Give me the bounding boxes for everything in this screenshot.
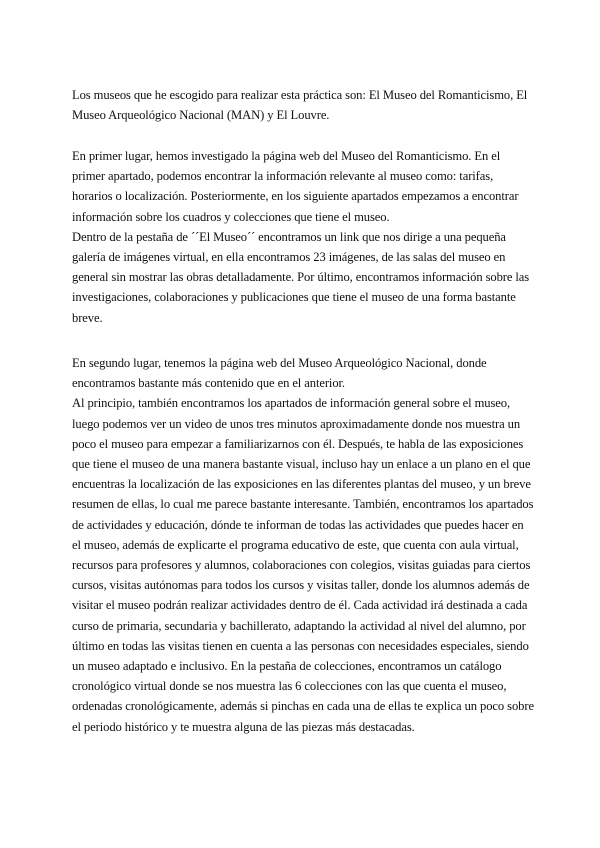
man-paragraph-2: Al principio, también encontramos los apartados de información general sobre el museo, luego podemos ver un video de unos tres minutos aproximadamente donde nos muestra un poco el museo para empezar a familiarizarnos con él. Después, te habla de las exposiciones que tiene el museo de una manera bastante visual, incluso hay un enlace a un plano en el que encuentras la localización de las exposiciones en las diferentes plantas del museo, y un breve resumen de ellas, lo cual me parece bastante interesante. También, encontramos los apartados de actividades y educación, dónde te informan de todas las actividades que puedes hacer en el museo, además de explicarte el programa educativo de este, que cuenta con aula virtual, recursos para profesores y alumnos, colaboraciones con colegios, visitas guiadas para ciertos cursos, visitas autónomas para todos los cursos y visitas taller, donde los alumnos además de visitar el museo podrán realizar actividades dentro de él. Cada actividad irá destinada a cada curso de primaria, secundaria y bachillerato, adaptando la actividad al nivel del alumno, por último en todas las visitas tienen en cuenta a las personas con necesidades especiales, siendo un museo adaptado e inclusivo. En la pestaña de colecciones, encontramos un catálogo cronológico virtual donde se nos muestra las 6 colecciones con las que cuenta el museo, ordenadas cronológicamente, además si pinchas en cada una de ellas te explica un poco sobre el periodo histórico y te muestra alguna de las piezas más destacadas. — [72, 396, 534, 734]
man-section — [72, 353, 534, 737]
intro-block — [72, 85, 534, 125]
intro-paragraph: Los museos que he escogido para realizar esta práctica son: El Museo del Romanticismo, El Museo Arqueológico Nacional (MAN) y El Louvre. — [72, 88, 528, 123]
man-paragraph-1: En segundo lugar, tenemos la página web del Museo Arqueológico Nacional, donde encontramos bastante más contenido que en el anterior. — [72, 356, 487, 391]
romanticismo-section — [72, 146, 534, 328]
romanticismo-paragraph-1: En primer lugar, hemos investigado la página web del Museo del Romanticismo. En el primer apartado, podemos encontrar la información relevante al museo como: tarifas, horarios o localización. Posteriormente, en los siguiente apartados empezamos a encontrar información sobre los cuadros y colecciones que tiene el museo. — [72, 149, 519, 224]
romanticismo-paragraph-2: Dentro de la pestaña de ´´El Museo´´ encontramos un link que nos dirige a una pequeña galería de imágenes virtual, en ella encontramos 23 imágenes, de las salas del museo en general sin mostrar las obras detalladamente. Por último, encontramos información sobre las investigaciones, colaboraciones y publicaciones que tiene el museo de una forma bastante breve. — [72, 229, 530, 325]
